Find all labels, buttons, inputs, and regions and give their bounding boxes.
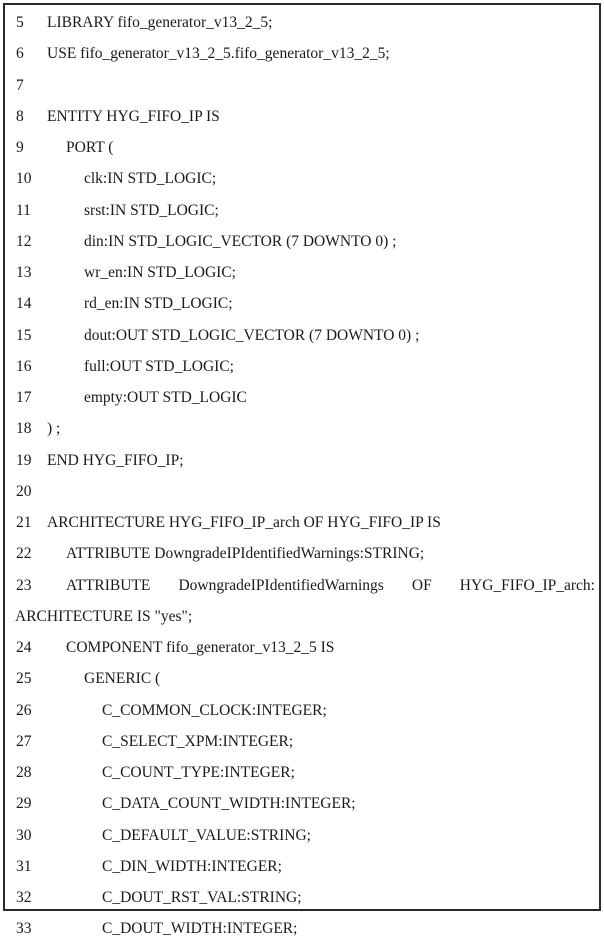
line-number: 20 [16, 482, 32, 500]
line-text: wr_en:IN STD_LOGIC; [84, 264, 236, 281]
code-line [5, 445, 599, 476]
line-number: 25 [16, 670, 32, 688]
code-line [5, 476, 599, 507]
line-text: empty:OUT STD_LOGIC [84, 389, 247, 406]
line-text: full:OUT STD_LOGIC; [84, 357, 234, 375]
line-text: LIBRARY fifo_generator_v13_2_5; [47, 14, 273, 31]
code-line [5, 382, 599, 413]
line-text: C_DOUT_WIDTH:INTEGER; [102, 920, 298, 938]
line-number: 24 [16, 639, 32, 656]
line-text: clk:IN STD_LOGIC; [84, 170, 217, 188]
line-text: C_DEFAULT_VALUE:STRING; [102, 826, 311, 844]
code-line [5, 257, 599, 288]
code-line [5, 163, 599, 194]
code-line [5, 507, 599, 538]
code-line [5, 320, 599, 351]
line-number: 30 [16, 826, 32, 844]
line-number: 31 [16, 857, 32, 875]
line-text: ATTRIBUTE DowngradeIPIdentifiedWarnings OF HYG_FIFO_IP_arch: [66, 576, 595, 594]
code-line [5, 663, 599, 694]
line-text: ) ; [47, 420, 61, 438]
line-text: C_COMMON_CLOCK:INTEGER; [102, 701, 327, 719]
line-number: 15 [16, 326, 32, 344]
line-text: ARCHITECTURE HYG_FIFO_IP_arch OF HYG_FIFO_IP IS [47, 514, 441, 531]
line-text: C_DOUT_RST_VAL:STRING; [102, 889, 302, 906]
code-line [5, 351, 599, 382]
line-number: 17 [16, 389, 32, 406]
code-line [5, 538, 599, 569]
line-number: 29 [16, 795, 32, 813]
line-text: USE fifo_generator_v13_2_5.fifo_generator_v13_2_5; [47, 45, 390, 63]
code-line [5, 882, 599, 913]
line-text: GENERIC ( [84, 670, 161, 688]
code-line [5, 851, 599, 882]
line-number: 33 [16, 920, 32, 938]
line-number: 22 [16, 545, 32, 563]
line-number: 5 [16, 14, 24, 31]
line-number: 19 [16, 451, 32, 469]
code-line [5, 788, 599, 819]
code-line [5, 195, 599, 226]
code-line [5, 7, 599, 38]
code-line [5, 695, 599, 726]
code-line [5, 226, 599, 257]
line-number: 13 [16, 264, 32, 281]
code-line [5, 288, 599, 319]
line-text: din:IN STD_LOGIC_VECTOR (7 DOWNTO 0) ; [84, 232, 397, 250]
line-text-wrapped: ARCHITECTURE IS "yes"; [15, 607, 193, 625]
line-number: 6 [16, 45, 24, 63]
line-number: 23 [16, 576, 32, 594]
code-line [5, 38, 599, 69]
line-text: ENTITY HYG_FIFO_IP IS [47, 107, 220, 125]
code-line [5, 820, 599, 851]
line-text: C_COUNT_TYPE:INTEGER; [102, 764, 295, 781]
line-number: 27 [16, 732, 32, 750]
line-text: dout:OUT STD_LOGIC_VECTOR (7 DOWNTO 0) ; [84, 326, 420, 344]
line-text: C_SELECT_XPM:INTEGER; [102, 732, 294, 750]
line-number: 9 [16, 139, 24, 156]
line-text: rd_en:IN STD_LOGIC; [84, 295, 233, 313]
code-line [5, 413, 599, 444]
line-number: 32 [16, 889, 32, 906]
line-number: 21 [16, 514, 32, 531]
line-number: 14 [16, 295, 32, 313]
code-line-continuation [5, 601, 599, 632]
line-text: END HYG_FIFO_IP; [47, 451, 184, 469]
line-number: 11 [16, 201, 31, 219]
line-number: 26 [16, 701, 32, 719]
line-text: srst:IN STD_LOGIC; [84, 201, 219, 219]
line-number: 18 [16, 420, 32, 438]
line-text: C_DATA_COUNT_WIDTH:INTEGER; [102, 795, 356, 813]
line-number: 28 [16, 764, 32, 781]
code-line [5, 70, 599, 101]
line-text: ATTRIBUTE DowngradeIPIdentifiedWarnings:STRING; [66, 545, 425, 563]
line-number: 16 [16, 357, 32, 375]
code-listing-frame [3, 3, 601, 938]
code-line [5, 757, 599, 788]
code-line [5, 726, 599, 757]
line-text: COMPONENT fifo_generator_v13_2_5 IS [66, 639, 335, 656]
line-number: 7 [16, 76, 24, 94]
line-number: 10 [16, 170, 32, 188]
code-line [5, 101, 599, 132]
line-text: C_DIN_WIDTH:INTEGER; [102, 857, 282, 875]
line-number: 12 [16, 232, 32, 250]
code-line [5, 913, 599, 944]
code-line [5, 132, 599, 163]
line-text: PORT ( [66, 139, 114, 156]
code-line [5, 570, 599, 601]
line-number: 8 [16, 107, 24, 125]
code-line [5, 632, 599, 663]
